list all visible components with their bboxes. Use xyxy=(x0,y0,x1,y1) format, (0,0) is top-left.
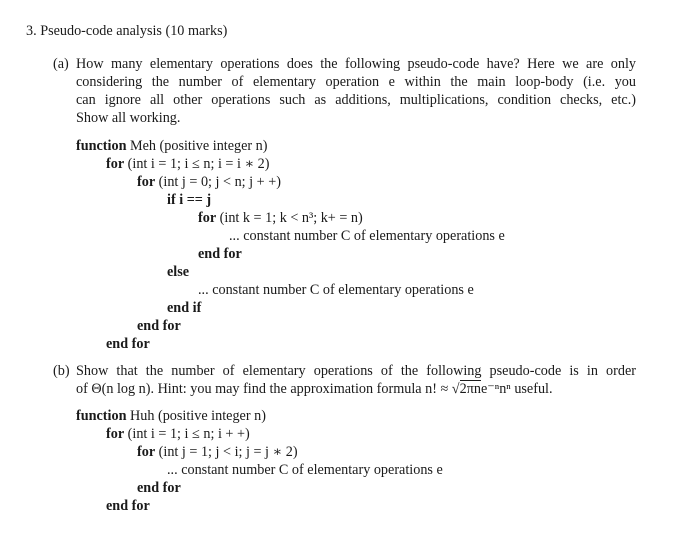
part-a-line-2: considering the number of elementary operation e within the main loop-body (i.e. you xyxy=(76,74,636,90)
meh-for-i-condition: (int i = 1; i ≤ n; i = i ∗ 2) xyxy=(127,156,270,172)
huh-for-j xyxy=(137,443,298,461)
huh-end-for-j: end for xyxy=(137,480,181,496)
part-b-line-2-pre: of Θ(n log n). Hint: you may find the approximation formula n! ≈ √ xyxy=(76,381,460,397)
huh-signature: Huh (positive integer n) xyxy=(130,408,266,424)
meh-end-if: end if xyxy=(167,300,202,316)
keyword-function: function xyxy=(76,138,127,154)
meh-end-for-j: end for xyxy=(137,318,181,334)
meh-constant-ops-1: ... constant number C of elementary operations e xyxy=(229,228,505,244)
meh-for-i xyxy=(106,155,269,173)
meh-constant-ops-2: ... constant number C of elementary operations e xyxy=(198,282,474,298)
question-heading: 3. Pseudo-code analysis (10 marks) xyxy=(26,23,228,39)
keyword-for: for xyxy=(106,426,125,442)
meh-else: else xyxy=(167,264,190,280)
meh-for-k-condition: (int k = 1; k < n³; k+ = n) xyxy=(219,210,363,226)
meh-for-k xyxy=(198,209,363,227)
huh-end-for-i: end for xyxy=(106,498,150,514)
meh-for-j xyxy=(137,173,281,191)
meh-signature: Meh (positive integer n) xyxy=(130,138,268,154)
part-a-line-4: Show all working. xyxy=(76,110,181,126)
meh-end-for-i: end for xyxy=(106,336,150,352)
meh-end-for-k: end for xyxy=(198,246,242,262)
part-a-line-1: How many elementary operations does the following pseudo-code have? Here we are only xyxy=(76,56,636,72)
part-b-line-1: Show that the number of elementary operations of the following pseudo-code is in order xyxy=(76,363,636,379)
keyword-for: for xyxy=(106,156,125,172)
meh-function-header xyxy=(76,137,268,155)
meh-for-j-condition: (int j = 0; j < n; j + +) xyxy=(158,174,281,190)
keyword-for: for xyxy=(198,210,217,226)
part-b-label: (b) xyxy=(53,363,70,379)
keyword-for: for xyxy=(137,444,156,460)
part-b-line-2 xyxy=(76,380,553,398)
part-b-line-2-post: e⁻ⁿnⁿ useful. xyxy=(480,381,553,397)
huh-constant-ops: ... constant number C of elementary operations e xyxy=(167,462,443,478)
sqrt-radicand: 2πn xyxy=(459,381,481,397)
meh-if-line: if i == j xyxy=(167,192,212,208)
huh-for-j-condition: (int j = 1; j < i; j = j ∗ 2) xyxy=(158,444,298,460)
huh-function-header xyxy=(76,407,266,425)
keyword-for: for xyxy=(137,174,156,190)
keyword-function: function xyxy=(76,408,127,424)
part-a-label: (a) xyxy=(53,56,69,72)
huh-for-i-condition: (int i = 1; i ≤ n; i + +) xyxy=(127,426,250,442)
part-a-line-3: can ignore all other operations such as additions, multiplications, condition checks, etc.) xyxy=(76,92,636,108)
huh-for-i xyxy=(106,425,250,443)
